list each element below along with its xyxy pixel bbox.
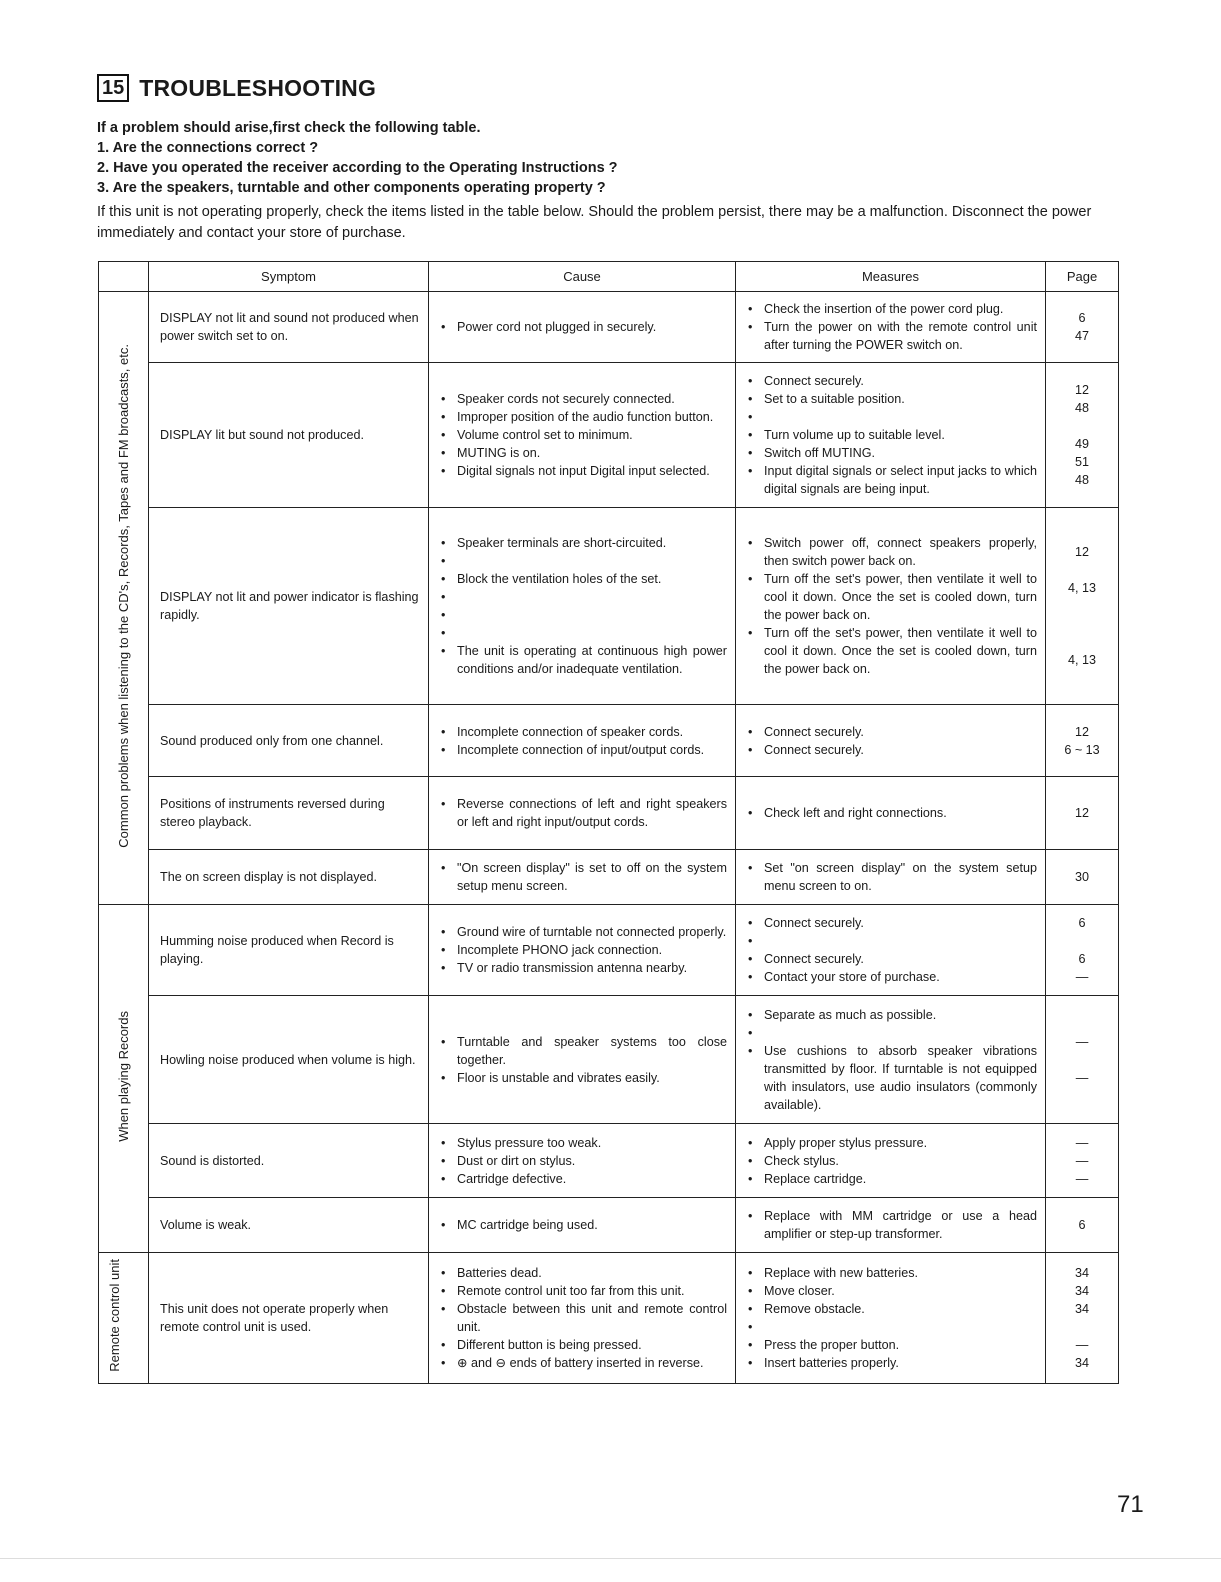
measure-item: • Set to a suitable position. bbox=[746, 390, 1037, 408]
table-row bbox=[99, 705, 1119, 777]
section-heading bbox=[97, 74, 376, 102]
page-cell bbox=[1046, 1253, 1119, 1384]
measure-item: • Replace with MM cartridge or use a head amplifier or step-up transformer. bbox=[746, 1207, 1037, 1243]
measure-item: • Move closer. bbox=[746, 1282, 1037, 1300]
page-ref: — bbox=[1075, 1034, 1089, 1049]
measures-cell bbox=[736, 850, 1046, 905]
measures-cell bbox=[736, 1198, 1046, 1253]
measure-item: • Remove obstacle. bbox=[746, 1300, 1037, 1318]
page-ref: 47 bbox=[1074, 329, 1089, 343]
table-row bbox=[99, 1253, 1119, 1384]
measure-item: • Turn the power on with the remote control unit after turning the POWER switch on. bbox=[746, 318, 1037, 354]
cause-item: • Dust or dirt on stylus. bbox=[439, 1152, 727, 1170]
table-row bbox=[99, 850, 1119, 905]
page-ref: 48 bbox=[1074, 473, 1089, 487]
table-row bbox=[99, 363, 1119, 508]
measure-item: • Input digital signals or select input jacks to which digital signals are being input. bbox=[746, 462, 1037, 498]
cause-item: • Turntable and speaker systems too close together. bbox=[439, 1033, 727, 1069]
cause-item: • Batteries dead. bbox=[439, 1264, 727, 1282]
cause-cell bbox=[429, 1198, 736, 1253]
page-ref: 34 bbox=[1074, 1302, 1089, 1316]
page-cell bbox=[1046, 705, 1119, 777]
measure-item: • Switch power off, connect speakers properly, then switch power back on. bbox=[746, 534, 1037, 570]
cause-item: • ⊕ and ⊖ ends of battery inserted in reverse. bbox=[439, 1354, 727, 1372]
group-label-records: When playing Records bbox=[99, 905, 149, 1253]
measure-item: • Use cushions to absorb speaker vibrations transmitted by floor. If turntable is not equipped with insulators, use audio insulators (commonly available). bbox=[746, 1042, 1037, 1114]
symptom-cell: Howling noise produced when volume is high. bbox=[149, 996, 429, 1124]
symptom-cell: Sound is distorted. bbox=[149, 1124, 429, 1198]
cause-item: • Different button is being pressed. bbox=[439, 1336, 727, 1354]
measures-cell bbox=[736, 363, 1046, 508]
page-number: 71 bbox=[1117, 1491, 1144, 1518]
measures-cell bbox=[736, 292, 1046, 363]
page-ref: — bbox=[1075, 1171, 1089, 1186]
cause-item: • TV or radio transmission antenna nearby. bbox=[439, 959, 727, 977]
page-ref: 30 bbox=[1074, 870, 1089, 884]
page-ref: 6 bbox=[1078, 916, 1086, 930]
measure-item: • Connect securely. bbox=[746, 372, 1037, 390]
measures-cell bbox=[736, 1253, 1046, 1384]
measure-item: • Contact your store of purchase. bbox=[746, 968, 1037, 986]
measure-item: • Turn volume up to suitable level. bbox=[746, 426, 1037, 444]
measure-item: • Check stylus. bbox=[746, 1152, 1037, 1170]
cause-item: • MUTING is on. bbox=[439, 444, 727, 462]
footer-divider bbox=[0, 1558, 1221, 1559]
page-cell bbox=[1046, 996, 1119, 1124]
symptom-cell: Volume is weak. bbox=[149, 1198, 429, 1253]
header-cause: Cause bbox=[429, 262, 736, 292]
page-ref: 4, 13 bbox=[1067, 653, 1096, 667]
table-row bbox=[99, 996, 1119, 1124]
symptom-cell: Humming noise produced when Record is playing. bbox=[149, 905, 429, 996]
page-cell bbox=[1046, 850, 1119, 905]
page-ref: 4, 13 bbox=[1067, 581, 1096, 595]
measures-cell bbox=[736, 905, 1046, 996]
measure-item: • Check left and right connections. bbox=[746, 804, 1037, 822]
cause-item: • Incomplete PHONO jack connection. bbox=[439, 941, 727, 959]
cause-item: • Speaker terminals are short-circuited. bbox=[439, 534, 727, 552]
measure-item: • Replace with new batteries. bbox=[746, 1264, 1037, 1282]
table-row bbox=[99, 905, 1119, 996]
intro-block bbox=[97, 118, 1097, 244]
cause-item: • Block the ventilation holes of the set. bbox=[439, 570, 727, 588]
cause-item: • Power cord not plugged in securely. bbox=[439, 318, 727, 336]
cause-item: • Reverse connections of left and right speakers or left and right input/output cords. bbox=[439, 795, 727, 831]
page-cell bbox=[1046, 1124, 1119, 1198]
spacer bbox=[746, 408, 1037, 426]
table-row bbox=[99, 508, 1119, 705]
page-ref: 12 bbox=[1074, 383, 1089, 397]
troubleshooting-table bbox=[98, 261, 1119, 1384]
measure-item: • Separate as much as possible. bbox=[746, 1006, 1037, 1024]
page-ref: 34 bbox=[1074, 1284, 1089, 1298]
cause-item: • Digital signals not input Digital input selected. bbox=[439, 462, 727, 480]
cause-cell bbox=[429, 508, 736, 705]
cause-item: • Floor is unstable and vibrates easily. bbox=[439, 1069, 727, 1087]
cause-item: • Volume control set to minimum. bbox=[439, 426, 727, 444]
page-cell bbox=[1046, 905, 1119, 996]
header-page: Page bbox=[1046, 262, 1119, 292]
page-ref: 12 bbox=[1074, 724, 1089, 739]
intro-question-1: 1. Are the connections correct ? bbox=[97, 140, 319, 156]
page-cell bbox=[1046, 508, 1119, 705]
cause-item: • MC cartridge being used. bbox=[439, 1216, 727, 1234]
measure-item: • Insert batteries properly. bbox=[746, 1354, 1037, 1372]
page-ref: 6 bbox=[1078, 311, 1086, 325]
cause-item: • The unit is operating at continuous high power conditions and/or inadequate ventilation. bbox=[439, 642, 727, 678]
cause-item: • Improper position of the audio function button. bbox=[439, 408, 727, 426]
table-row bbox=[99, 1198, 1119, 1253]
table-row bbox=[99, 1124, 1119, 1198]
measure-item: • Replace cartridge. bbox=[746, 1170, 1037, 1188]
page-ref: 51 bbox=[1074, 455, 1089, 469]
measure-item: • Turn off the set's power, then ventilate it well to cool it down. Once the set is cooled down, turn the power back on. bbox=[746, 570, 1037, 624]
section-title: TROUBLESHOOTING bbox=[139, 74, 377, 101]
group-label-common: Common problems when listening to the CD's, Records, Tapes and FM broadcasts, etc. bbox=[99, 292, 149, 905]
page-ref: — bbox=[1075, 970, 1089, 984]
cause-cell bbox=[429, 1124, 736, 1198]
cause-cell bbox=[429, 905, 736, 996]
page-ref: — bbox=[1075, 1135, 1089, 1150]
measures-cell bbox=[736, 777, 1046, 850]
page-cell bbox=[1046, 363, 1119, 508]
cause-item: • Stylus pressure too weak. bbox=[439, 1134, 727, 1152]
intro-question-2: 2. Have you operated the receiver according to the Operating Instructions ? bbox=[97, 160, 618, 176]
cause-item: • Obstacle between this unit and remote control unit. bbox=[439, 1300, 727, 1336]
page-ref: 12 bbox=[1074, 806, 1089, 820]
measure-item: • Connect securely. bbox=[746, 741, 1037, 759]
symptom-cell: Sound produced only from one channel. bbox=[149, 705, 429, 777]
measure-item: • Switch off MUTING. bbox=[746, 444, 1037, 462]
symptom-cell: This unit does not operate properly when remote control unit is used. bbox=[149, 1253, 429, 1384]
page-ref: 49 bbox=[1074, 437, 1089, 451]
measure-item: • Connect securely. bbox=[746, 950, 1037, 968]
page-ref: 48 bbox=[1074, 401, 1089, 415]
page-ref: 12 bbox=[1074, 545, 1089, 559]
cause-item: • Incomplete connection of speaker cords. bbox=[439, 723, 727, 741]
measures-cell bbox=[736, 705, 1046, 777]
cause-cell bbox=[429, 705, 736, 777]
header-measures: Measures bbox=[736, 262, 1046, 292]
cause-item: • Cartridge defective. bbox=[439, 1170, 727, 1188]
cause-item: • Remote control unit too far from this unit. bbox=[439, 1282, 727, 1300]
page-ref: 34 bbox=[1074, 1266, 1089, 1280]
measure-item: • Press the proper button. bbox=[746, 1336, 1037, 1354]
cause-cell bbox=[429, 292, 736, 363]
measures-cell bbox=[736, 508, 1046, 705]
measure-item: • Turn off the set's power, then ventilate it well to cool it down. Once the set is cooled down, turn the power back on. bbox=[746, 624, 1037, 678]
symptom-cell: The on screen display is not displayed. bbox=[149, 850, 429, 905]
intro-paragraph: If this unit is not operating properly, check the items listed in the table below. Should the problem persist, there may be a malfunction. Disconnect the power immediately and contact your store of purchase. bbox=[97, 204, 1092, 241]
cause-item: • "On screen display" is set to off on the system setup menu screen. bbox=[439, 859, 727, 895]
page-ref: — bbox=[1075, 1153, 1089, 1168]
page-ref: 34 bbox=[1074, 1356, 1089, 1370]
page-ref: — bbox=[1075, 1070, 1089, 1085]
measure-item: • Connect securely. bbox=[746, 723, 1037, 741]
cause-item: • Speaker cords not securely connected. bbox=[439, 390, 727, 408]
cause-item: • Incomplete connection of input/output cords. bbox=[439, 741, 727, 759]
header-group bbox=[99, 262, 149, 292]
measure-item: • Apply proper stylus pressure. bbox=[746, 1134, 1037, 1152]
cause-cell bbox=[429, 996, 736, 1124]
measures-cell bbox=[736, 1124, 1046, 1198]
symptom-cell: DISPLAY lit but sound not produced. bbox=[149, 363, 429, 508]
cause-item: • Ground wire of turntable not connected properly. bbox=[439, 923, 727, 941]
cause-cell bbox=[429, 363, 736, 508]
table-row bbox=[99, 292, 1119, 363]
table-header-row bbox=[99, 262, 1119, 292]
page-ref: 6 ~ 13 bbox=[1064, 742, 1100, 757]
cause-cell bbox=[429, 1253, 736, 1384]
page-cell bbox=[1046, 292, 1119, 363]
page-cell bbox=[1046, 777, 1119, 850]
measures-cell bbox=[736, 996, 1046, 1124]
symptom-cell: DISPLAY not lit and power indicator is flashing rapidly. bbox=[149, 508, 429, 705]
cause-cell bbox=[429, 777, 736, 850]
page-ref: 6 bbox=[1078, 952, 1086, 966]
table-row bbox=[99, 777, 1119, 850]
group-label-remote: Remote control unit bbox=[99, 1253, 149, 1384]
symptom-cell: DISPLAY not lit and sound not produced when power switch set to on. bbox=[149, 292, 429, 363]
page-cell bbox=[1046, 1198, 1119, 1253]
section-number-badge: 15 bbox=[97, 74, 129, 102]
measure-item: • Check the insertion of the power cord plug. bbox=[746, 300, 1037, 318]
intro-lead: If a problem should arise,first check the following table. bbox=[97, 120, 481, 136]
symptom-cell: Positions of instruments reversed during stereo playback. bbox=[149, 777, 429, 850]
measure-item: • Connect securely. bbox=[746, 914, 1037, 932]
cause-cell bbox=[429, 850, 736, 905]
page-ref: 6 bbox=[1078, 1218, 1086, 1232]
page-ref: — bbox=[1075, 1338, 1089, 1352]
header-symptom: Symptom bbox=[149, 262, 429, 292]
measure-item: • Set "on screen display" on the system setup menu screen to on. bbox=[746, 859, 1037, 895]
intro-question-3: 3. Are the speakers, turntable and other components operating property ? bbox=[97, 180, 606, 196]
